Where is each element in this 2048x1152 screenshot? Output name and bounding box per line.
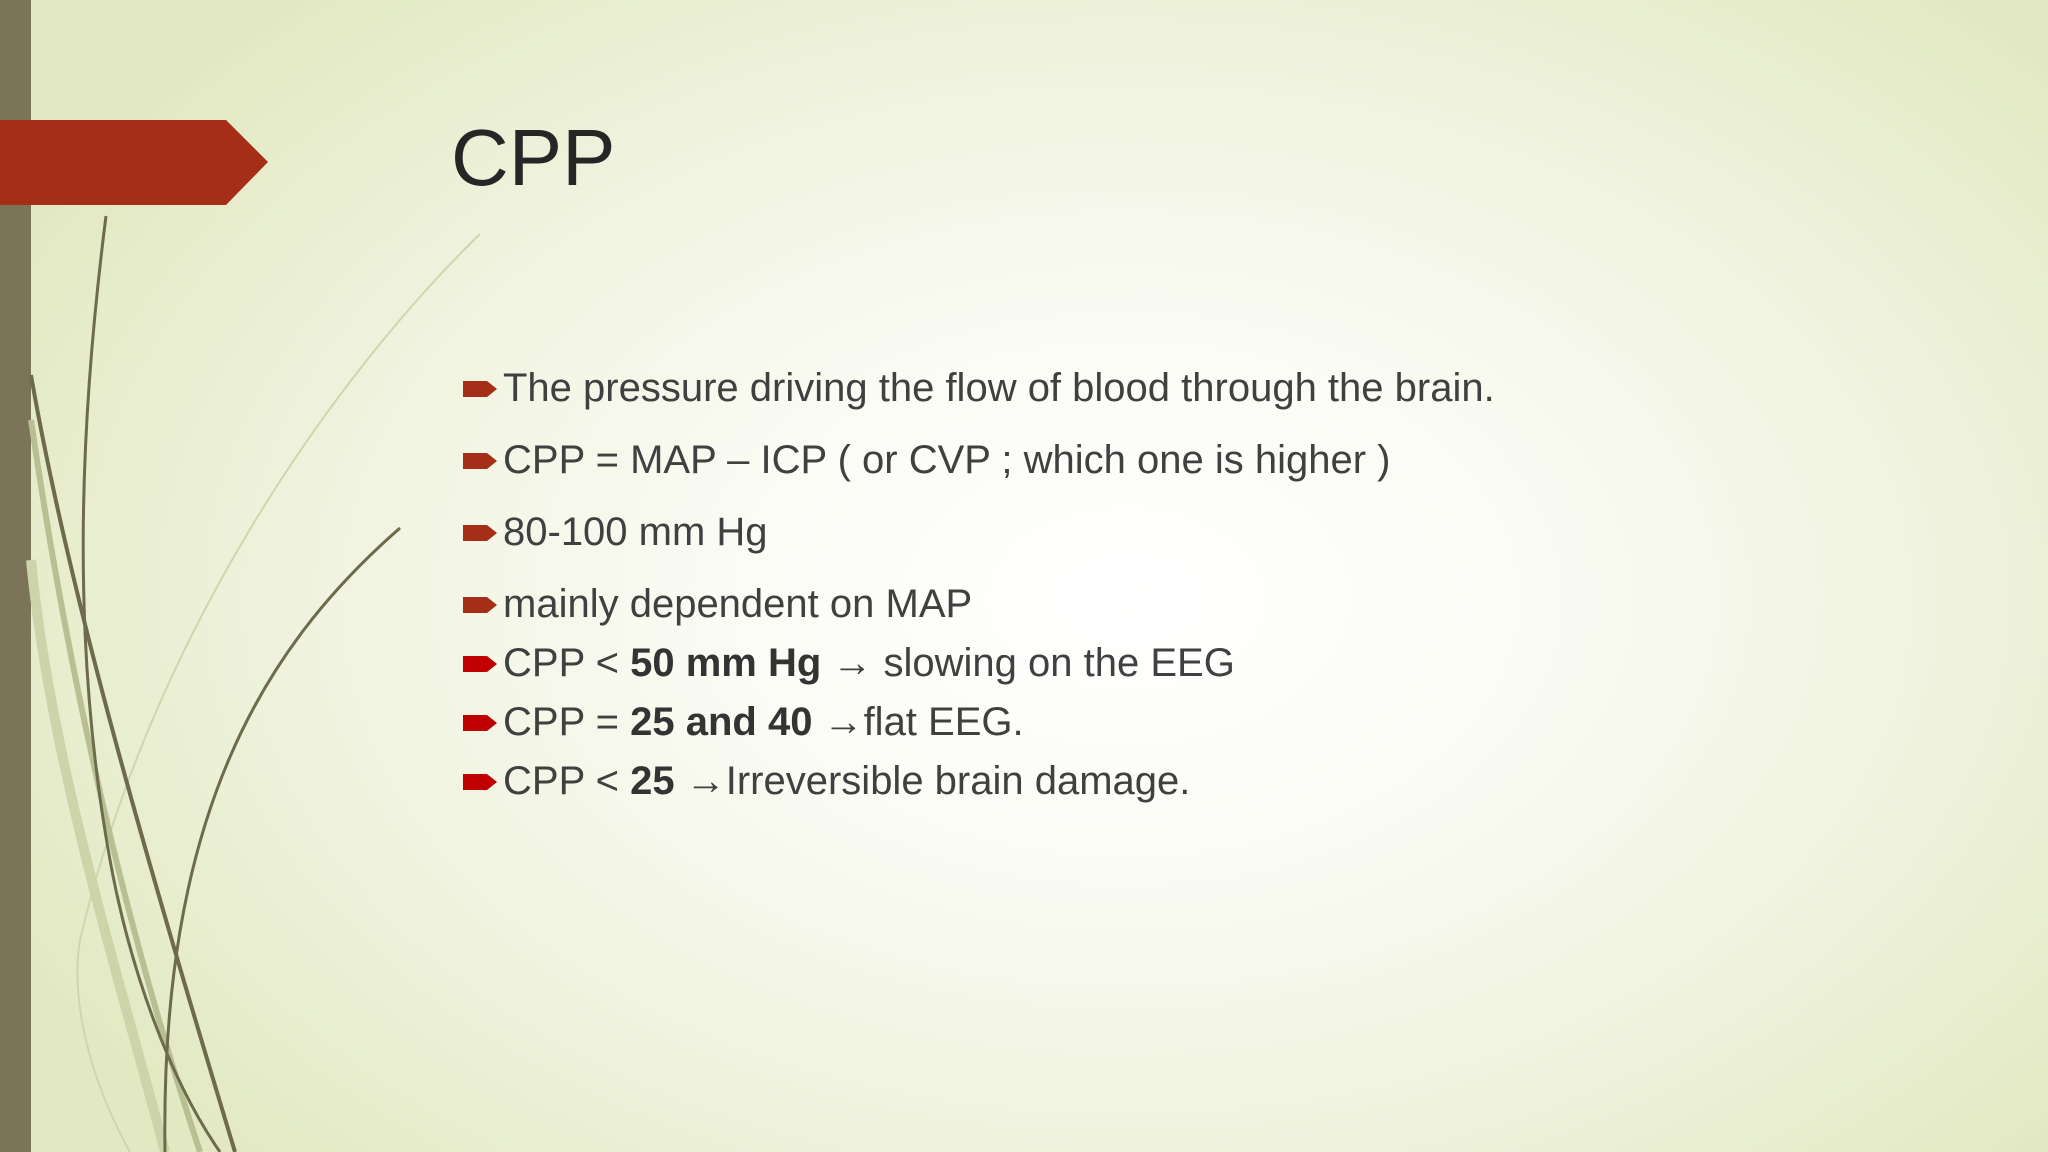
bullet-item bbox=[462, 364, 1495, 412]
bullet-list bbox=[462, 364, 1495, 805]
right-arrow-glyph: → bbox=[674, 759, 726, 803]
slide-title: CPP bbox=[451, 113, 616, 202]
bullet-text-bold: 25 bbox=[630, 759, 675, 803]
arrow-bullet-icon bbox=[463, 715, 497, 731]
arrow-bullet-icon bbox=[463, 597, 497, 613]
bullet-text-suffix: slowing on the EEG bbox=[872, 641, 1235, 685]
right-arrow-glyph: → bbox=[812, 700, 864, 744]
bullet-text-prefix: CPP = bbox=[503, 700, 631, 744]
title-accent-tab bbox=[0, 120, 268, 205]
bullet-text-suffix: flat EEG. bbox=[863, 700, 1024, 744]
right-arrow-glyph: → bbox=[821, 641, 873, 685]
bullet-item bbox=[462, 639, 1495, 687]
bullet-item bbox=[462, 580, 1495, 628]
bullet-text: mainly dependent on MAP bbox=[503, 582, 973, 626]
bullet-text-prefix: CPP < bbox=[503, 759, 631, 803]
arrow-bullet-icon bbox=[463, 453, 497, 469]
bullet-item bbox=[462, 436, 1495, 484]
bullet-item bbox=[462, 698, 1495, 746]
arrow-bullet-icon bbox=[463, 381, 497, 397]
bullet-text: The pressure driving the flow of blood through the brain. bbox=[503, 366, 1495, 410]
bullet-text-bold: 25 and 40 bbox=[630, 700, 813, 744]
bullet-text-bold: 50 mm Hg bbox=[630, 641, 822, 685]
arrow-bullet-icon bbox=[463, 525, 497, 541]
bullet-text-suffix: Irreversible brain damage. bbox=[725, 759, 1191, 803]
bullet-item bbox=[462, 508, 1495, 556]
bullet-text-prefix: CPP < bbox=[503, 641, 631, 685]
arrow-bullet-icon bbox=[463, 774, 497, 790]
bullet-item bbox=[462, 757, 1495, 805]
bullet-text: 80-100 mm Hg bbox=[503, 510, 768, 554]
bullet-text: CPP = MAP – ICP ( or CVP ; which one is higher ) bbox=[503, 438, 1391, 482]
arrow-bullet-icon bbox=[463, 656, 497, 672]
